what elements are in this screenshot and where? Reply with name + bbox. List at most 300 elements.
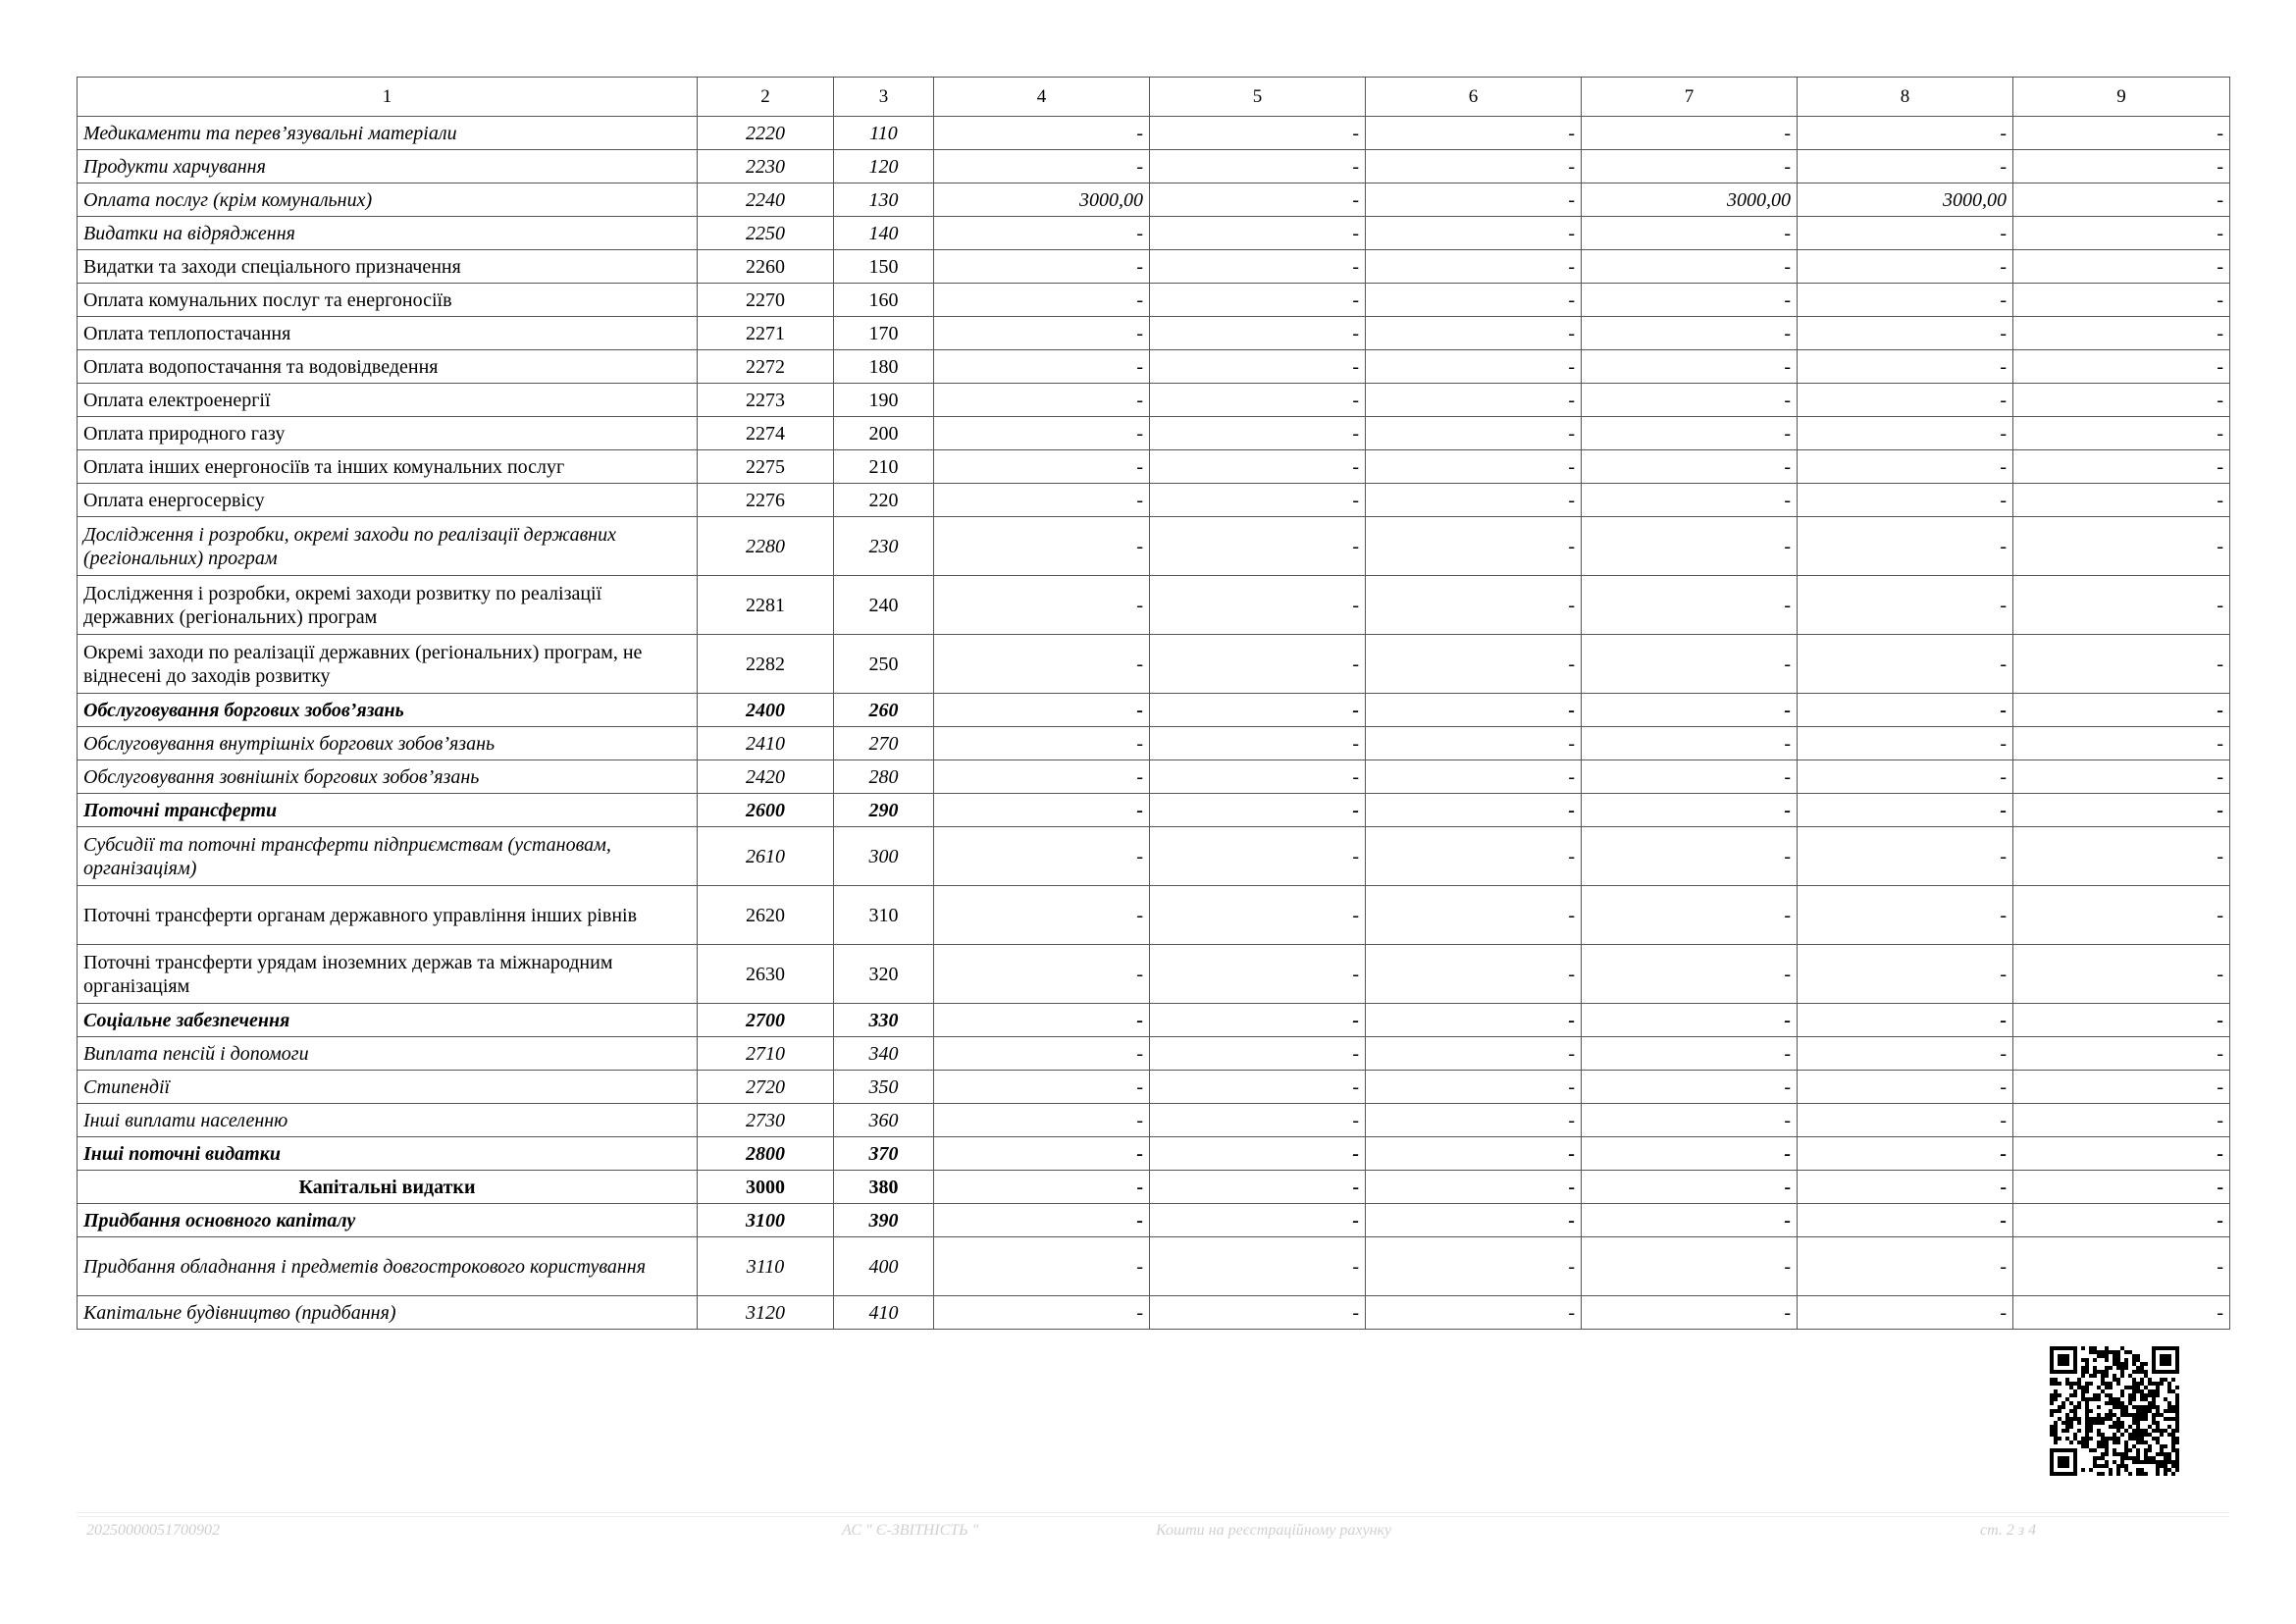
row-value-col-6: - — [1366, 417, 1582, 450]
table-row — [78, 183, 2230, 217]
row-value-col-4: - — [934, 886, 1150, 945]
row-name: Капітальне будівництво (придбання) — [78, 1296, 698, 1330]
row-value-col-9: - — [2013, 384, 2230, 417]
row-value-col-6: - — [1366, 150, 1582, 183]
row-value-col-8: - — [1798, 350, 2013, 384]
row-value-col-8: - — [1798, 1004, 2013, 1037]
column-number-8: 8 — [1798, 78, 2013, 117]
row-value-col-7: - — [1582, 117, 1798, 150]
row-line-number: 180 — [834, 350, 934, 384]
row-expense-code: 3120 — [698, 1296, 834, 1330]
row-expense-code: 2710 — [698, 1037, 834, 1071]
row-value-col-8: - — [1798, 317, 2013, 350]
table-row — [78, 576, 2230, 635]
row-line-number: 330 — [834, 1004, 934, 1037]
row-expense-code: 2610 — [698, 827, 834, 886]
table-row — [78, 284, 2230, 317]
row-value-col-7: - — [1582, 1171, 1798, 1204]
table-row — [78, 1171, 2230, 1204]
row-value-col-8: - — [1798, 1104, 2013, 1137]
row-value-col-9: - — [2013, 1037, 2230, 1071]
row-expense-code: 2600 — [698, 794, 834, 827]
row-line-number: 300 — [834, 827, 934, 886]
table-row — [78, 417, 2230, 450]
row-value-col-4: - — [934, 150, 1150, 183]
table-row — [78, 1137, 2230, 1171]
row-line-number: 120 — [834, 150, 934, 183]
row-value-col-4: - — [934, 317, 1150, 350]
row-value-col-6: - — [1366, 1237, 1582, 1296]
row-expense-code: 2230 — [698, 150, 834, 183]
table-row — [78, 635, 2230, 694]
row-value-col-6: - — [1366, 576, 1582, 635]
row-expense-code: 2420 — [698, 760, 834, 794]
row-value-col-7: - — [1582, 317, 1798, 350]
table-row — [78, 250, 2230, 284]
row-value-col-9: - — [2013, 317, 2230, 350]
row-value-col-7: - — [1582, 635, 1798, 694]
table-row — [78, 484, 2230, 517]
row-value-col-4: - — [934, 1171, 1150, 1204]
row-value-col-8: - — [1798, 760, 2013, 794]
row-value-col-9: - — [2013, 1104, 2230, 1137]
row-value-col-7: - — [1582, 1071, 1798, 1104]
row-value-col-7: - — [1582, 945, 1798, 1004]
row-line-number: 260 — [834, 694, 934, 727]
row-expense-code: 2271 — [698, 317, 834, 350]
row-value-col-7: - — [1582, 284, 1798, 317]
row-name: Поточні трансферти — [78, 794, 698, 827]
table-row — [78, 760, 2230, 794]
row-value-col-4: - — [934, 384, 1150, 417]
row-value-col-7: - — [1582, 727, 1798, 760]
row-value-col-4: - — [934, 945, 1150, 1004]
row-value-col-5: - — [1150, 484, 1366, 517]
row-value-col-6: - — [1366, 1004, 1582, 1037]
row-value-col-4: - — [934, 117, 1150, 150]
row-value-col-6: - — [1366, 760, 1582, 794]
row-line-number: 270 — [834, 727, 934, 760]
row-value-col-5: - — [1150, 1204, 1366, 1237]
row-line-number: 280 — [834, 760, 934, 794]
row-name: Оплата електроенергії — [78, 384, 698, 417]
row-value-col-4: - — [934, 217, 1150, 250]
row-value-col-6: - — [1366, 450, 1582, 484]
row-value-col-6: - — [1366, 250, 1582, 284]
row-value-col-8: - — [1798, 1171, 2013, 1204]
row-line-number: 190 — [834, 384, 934, 417]
row-value-col-7: - — [1582, 1004, 1798, 1037]
row-value-col-4: - — [934, 794, 1150, 827]
row-value-col-4: - — [934, 284, 1150, 317]
footer-page-number: ст. 2 з 4 — [1980, 1522, 2037, 1539]
row-line-number: 140 — [834, 217, 934, 250]
row-value-col-4: - — [934, 1296, 1150, 1330]
row-name: Соціальне забезпечення — [78, 1004, 698, 1037]
row-value-col-9: - — [2013, 1004, 2230, 1037]
row-value-col-9: - — [2013, 945, 2230, 1004]
row-name: Поточні трансферти органам державного управління інших рівнів — [78, 886, 698, 945]
row-value-col-8: - — [1798, 827, 2013, 886]
row-line-number: 170 — [834, 317, 934, 350]
row-value-col-5: - — [1150, 117, 1366, 150]
row-value-col-7: - — [1582, 694, 1798, 727]
row-value-col-8: - — [1798, 945, 2013, 1004]
table-row — [78, 727, 2230, 760]
table-row — [78, 1071, 2230, 1104]
table-row — [78, 150, 2230, 183]
column-number-3: 3 — [834, 78, 934, 117]
row-value-col-5: - — [1150, 576, 1366, 635]
table-row — [78, 1296, 2230, 1330]
row-value-col-8: - — [1798, 1071, 2013, 1104]
column-number-5: 5 — [1150, 78, 1366, 117]
row-value-col-6: - — [1366, 1137, 1582, 1171]
row-value-col-4: - — [934, 1237, 1150, 1296]
row-expense-code: 2280 — [698, 517, 834, 576]
row-value-col-8: - — [1798, 217, 2013, 250]
row-value-col-6: - — [1366, 1104, 1582, 1137]
row-expense-code: 3000 — [698, 1171, 834, 1204]
row-value-col-5: - — [1150, 886, 1366, 945]
row-value-col-4: - — [934, 1104, 1150, 1137]
column-number-6: 6 — [1366, 78, 1582, 117]
row-value-col-7: - — [1582, 450, 1798, 484]
row-value-col-7: - — [1582, 384, 1798, 417]
row-name: Дослідження і розробки, окремі заходи розвитку по реалізації державних (регіональних) програм — [78, 576, 698, 635]
row-name: Видатки та заходи спеціального призначення — [78, 250, 698, 284]
row-value-col-9: - — [2013, 284, 2230, 317]
row-value-col-8: - — [1798, 150, 2013, 183]
row-value-col-8: 3000,00 — [1798, 183, 2013, 217]
row-value-col-5: - — [1150, 517, 1366, 576]
row-name: Інші поточні видатки — [78, 1137, 698, 1171]
row-line-number: 130 — [834, 183, 934, 217]
row-name: Стипендії — [78, 1071, 698, 1104]
row-value-col-4: - — [934, 727, 1150, 760]
row-value-col-9: - — [2013, 517, 2230, 576]
row-value-col-9: - — [2013, 350, 2230, 384]
table-row — [78, 827, 2230, 886]
row-value-col-4: - — [934, 1071, 1150, 1104]
row-name: Оплата енергосервісу — [78, 484, 698, 517]
row-value-col-5: - — [1150, 794, 1366, 827]
row-value-col-6: - — [1366, 183, 1582, 217]
row-line-number: 320 — [834, 945, 934, 1004]
row-expense-code: 2282 — [698, 635, 834, 694]
row-name: Придбання обладнання і предметів довгострокового користування — [78, 1237, 698, 1296]
row-value-col-9: - — [2013, 1204, 2230, 1237]
row-expense-code: 2273 — [698, 384, 834, 417]
row-value-col-8: - — [1798, 794, 2013, 827]
row-value-col-8: - — [1798, 886, 2013, 945]
row-value-col-6: - — [1366, 117, 1582, 150]
row-name: Дослідження і розробки, окремі заходи по реалізації державних (регіональних) програм — [78, 517, 698, 576]
row-name: Оплата послуг (крім комунальних) — [78, 183, 698, 217]
table-row — [78, 217, 2230, 250]
row-value-col-9: - — [2013, 450, 2230, 484]
row-value-col-9: - — [2013, 1071, 2230, 1104]
row-value-col-5: - — [1150, 217, 1366, 250]
row-value-col-8: - — [1798, 1237, 2013, 1296]
row-value-col-8: - — [1798, 450, 2013, 484]
table-row — [78, 117, 2230, 150]
row-line-number: 350 — [834, 1071, 934, 1104]
table-row — [78, 945, 2230, 1004]
row-name: Оплата інших енергоносіїв та інших комунальних послуг — [78, 450, 698, 484]
table-row — [78, 886, 2230, 945]
row-value-col-4: - — [934, 635, 1150, 694]
row-name: Субсидії та поточні трансферти підприємствам (установам, організаціям) — [78, 827, 698, 886]
row-line-number: 110 — [834, 117, 934, 150]
row-value-col-6: - — [1366, 1071, 1582, 1104]
row-value-col-5: - — [1150, 635, 1366, 694]
row-value-col-7: - — [1582, 1104, 1798, 1137]
row-expense-code: 2250 — [698, 217, 834, 250]
row-line-number: 360 — [834, 1104, 934, 1137]
row-expense-code: 2270 — [698, 284, 834, 317]
row-value-col-6: - — [1366, 1296, 1582, 1330]
row-name: Виплата пенсій і допомоги — [78, 1037, 698, 1071]
row-value-col-5: - — [1150, 450, 1366, 484]
table-row — [78, 1037, 2230, 1071]
row-line-number: 240 — [834, 576, 934, 635]
row-value-col-4: - — [934, 760, 1150, 794]
column-number-9: 9 — [2013, 78, 2230, 117]
row-value-col-7: - — [1582, 794, 1798, 827]
row-value-col-4: - — [934, 350, 1150, 384]
column-number-4: 4 — [934, 78, 1150, 117]
row-value-col-4: - — [934, 450, 1150, 484]
row-value-col-6: - — [1366, 284, 1582, 317]
row-value-col-8: - — [1798, 635, 2013, 694]
row-expense-code: 2276 — [698, 484, 834, 517]
row-value-col-5: - — [1150, 1104, 1366, 1137]
column-number-2: 2 — [698, 78, 834, 117]
row-name: Медикаменти та перев’язувальні матеріали — [78, 117, 698, 150]
row-expense-code: 2274 — [698, 417, 834, 450]
row-value-col-9: - — [2013, 1296, 2230, 1330]
row-value-col-9: - — [2013, 694, 2230, 727]
row-value-col-8: - — [1798, 1296, 2013, 1330]
row-value-col-7: - — [1582, 417, 1798, 450]
row-value-col-5: - — [1150, 1071, 1366, 1104]
row-value-col-9: - — [2013, 827, 2230, 886]
row-value-col-6: - — [1366, 635, 1582, 694]
row-value-col-6: - — [1366, 727, 1582, 760]
row-value-col-5: - — [1150, 1237, 1366, 1296]
row-value-col-5: - — [1150, 1171, 1366, 1204]
row-value-col-7: - — [1582, 1204, 1798, 1237]
row-value-col-4: - — [934, 827, 1150, 886]
row-value-col-9: - — [2013, 217, 2230, 250]
footer-form-name: Кошти на реєстраційному рахунку — [1156, 1522, 1392, 1539]
row-value-col-6: - — [1366, 694, 1582, 727]
row-value-col-9: - — [2013, 1171, 2230, 1204]
expenditure-table — [77, 77, 2230, 1330]
row-value-col-4: - — [934, 517, 1150, 576]
row-value-col-6: - — [1366, 794, 1582, 827]
row-value-col-4: - — [934, 576, 1150, 635]
row-line-number: 340 — [834, 1037, 934, 1071]
row-expense-code: 2281 — [698, 576, 834, 635]
row-value-col-7: - — [1582, 517, 1798, 576]
row-value-col-5: - — [1150, 1037, 1366, 1071]
row-value-col-8: - — [1798, 727, 2013, 760]
row-value-col-9: - — [2013, 250, 2230, 284]
row-name: Капітальні видатки — [78, 1171, 698, 1204]
row-value-col-9: - — [2013, 760, 2230, 794]
row-name: Інші виплати населенню — [78, 1104, 698, 1137]
row-expense-code: 3110 — [698, 1237, 834, 1296]
row-line-number: 230 — [834, 517, 934, 576]
row-line-number: 400 — [834, 1237, 934, 1296]
row-value-col-9: - — [2013, 635, 2230, 694]
row-value-col-8: - — [1798, 417, 2013, 450]
row-value-col-6: - — [1366, 1171, 1582, 1204]
row-expense-code: 2400 — [698, 694, 834, 727]
column-number-7: 7 — [1582, 78, 1798, 117]
row-name: Обслуговування боргових зобов’язань — [78, 694, 698, 727]
row-expense-code: 2220 — [698, 117, 834, 150]
row-value-col-6: - — [1366, 827, 1582, 886]
row-expense-code: 2240 — [698, 183, 834, 217]
row-value-col-5: - — [1150, 350, 1366, 384]
row-value-col-8: - — [1798, 484, 2013, 517]
row-value-col-9: - — [2013, 794, 2230, 827]
row-value-col-7: - — [1582, 484, 1798, 517]
table-row — [78, 317, 2230, 350]
row-value-col-4: 3000,00 — [934, 183, 1150, 217]
row-value-col-9: - — [2013, 1137, 2230, 1171]
row-value-col-8: - — [1798, 250, 2013, 284]
row-value-col-5: - — [1150, 1137, 1366, 1171]
row-value-col-8: - — [1798, 1037, 2013, 1071]
table-row — [78, 350, 2230, 384]
row-name: Оплата природного газу — [78, 417, 698, 450]
row-value-col-5: - — [1150, 945, 1366, 1004]
row-line-number: 250 — [834, 635, 934, 694]
row-name: Продукти харчування — [78, 150, 698, 183]
row-line-number: 200 — [834, 417, 934, 450]
row-value-col-8: - — [1798, 1137, 2013, 1171]
row-value-col-7: - — [1582, 350, 1798, 384]
row-value-col-5: - — [1150, 150, 1366, 183]
row-value-col-6: - — [1366, 1204, 1582, 1237]
row-value-col-5: - — [1150, 417, 1366, 450]
row-value-col-4: - — [934, 1204, 1150, 1237]
row-expense-code: 2275 — [698, 450, 834, 484]
row-value-col-5: - — [1150, 760, 1366, 794]
table-row — [78, 1004, 2230, 1037]
row-value-col-4: - — [934, 694, 1150, 727]
table-row — [78, 450, 2230, 484]
row-name: Окремі заходи по реалізації державних (регіональних) програм, не віднесені до заходів розвитку — [78, 635, 698, 694]
row-value-col-7: - — [1582, 1237, 1798, 1296]
row-value-col-7: - — [1582, 217, 1798, 250]
table-row — [78, 694, 2230, 727]
row-value-col-4: - — [934, 1004, 1150, 1037]
row-value-col-5: - — [1150, 284, 1366, 317]
row-value-col-5: - — [1150, 1296, 1366, 1330]
row-value-col-6: - — [1366, 1037, 1582, 1071]
row-value-col-9: - — [2013, 117, 2230, 150]
row-expense-code: 2720 — [698, 1071, 834, 1104]
table-row — [78, 384, 2230, 417]
row-value-col-5: - — [1150, 727, 1366, 760]
row-line-number: 390 — [834, 1204, 934, 1237]
row-name: Видатки на відрядження — [78, 217, 698, 250]
row-expense-code: 2730 — [698, 1104, 834, 1137]
row-value-col-4: - — [934, 1137, 1150, 1171]
row-expense-code: 2700 — [698, 1004, 834, 1037]
row-expense-code: 2620 — [698, 886, 834, 945]
row-value-col-7: - — [1582, 150, 1798, 183]
row-line-number: 410 — [834, 1296, 934, 1330]
row-value-col-4: - — [934, 1037, 1150, 1071]
row-value-col-6: - — [1366, 484, 1582, 517]
row-value-col-7: - — [1582, 250, 1798, 284]
footer-system-name: АС " Є-ЗВІТНІСТЬ " — [842, 1522, 979, 1539]
row-value-col-7: - — [1582, 1137, 1798, 1171]
row-value-col-8: - — [1798, 1204, 2013, 1237]
row-value-col-9: - — [2013, 886, 2230, 945]
row-expense-code: 2272 — [698, 350, 834, 384]
row-value-col-9: - — [2013, 183, 2230, 217]
footer-divider-2 — [77, 1516, 2229, 1517]
row-expense-code: 2410 — [698, 727, 834, 760]
table-row — [78, 1104, 2230, 1137]
row-value-col-9: - — [2013, 727, 2230, 760]
row-expense-code: 3100 — [698, 1204, 834, 1237]
row-value-col-6: - — [1366, 384, 1582, 417]
row-name: Оплата теплопостачання — [78, 317, 698, 350]
column-number-header-row — [78, 78, 2230, 117]
row-value-col-8: - — [1798, 284, 2013, 317]
row-value-col-6: - — [1366, 517, 1582, 576]
row-value-col-4: - — [934, 484, 1150, 517]
row-value-col-5: - — [1150, 694, 1366, 727]
row-value-col-8: - — [1798, 117, 2013, 150]
row-line-number: 370 — [834, 1137, 934, 1171]
table-row — [78, 517, 2230, 576]
row-line-number: 310 — [834, 886, 934, 945]
row-expense-code: 2260 — [698, 250, 834, 284]
column-number-1: 1 — [78, 78, 698, 117]
row-value-col-7: - — [1582, 576, 1798, 635]
row-value-col-8: - — [1798, 694, 2013, 727]
row-value-col-5: - — [1150, 1004, 1366, 1037]
row-value-col-9: - — [2013, 417, 2230, 450]
row-value-col-7: 3000,00 — [1582, 183, 1798, 217]
row-value-col-9: - — [2013, 150, 2230, 183]
qr-code-icon — [2050, 1346, 2179, 1476]
row-line-number: 380 — [834, 1171, 934, 1204]
table-row — [78, 794, 2230, 827]
row-value-col-9: - — [2013, 1237, 2230, 1296]
row-value-col-5: - — [1150, 250, 1366, 284]
row-value-col-4: - — [934, 250, 1150, 284]
row-value-col-5: - — [1150, 183, 1366, 217]
row-value-col-6: - — [1366, 317, 1582, 350]
row-name: Поточні трансферти урядам іноземних держав та міжнародним організаціям — [78, 945, 698, 1004]
row-value-col-8: - — [1798, 576, 2013, 635]
row-line-number: 150 — [834, 250, 934, 284]
row-value-col-6: - — [1366, 350, 1582, 384]
row-value-col-5: - — [1150, 384, 1366, 417]
row-value-col-9: - — [2013, 576, 2230, 635]
row-value-col-6: - — [1366, 886, 1582, 945]
